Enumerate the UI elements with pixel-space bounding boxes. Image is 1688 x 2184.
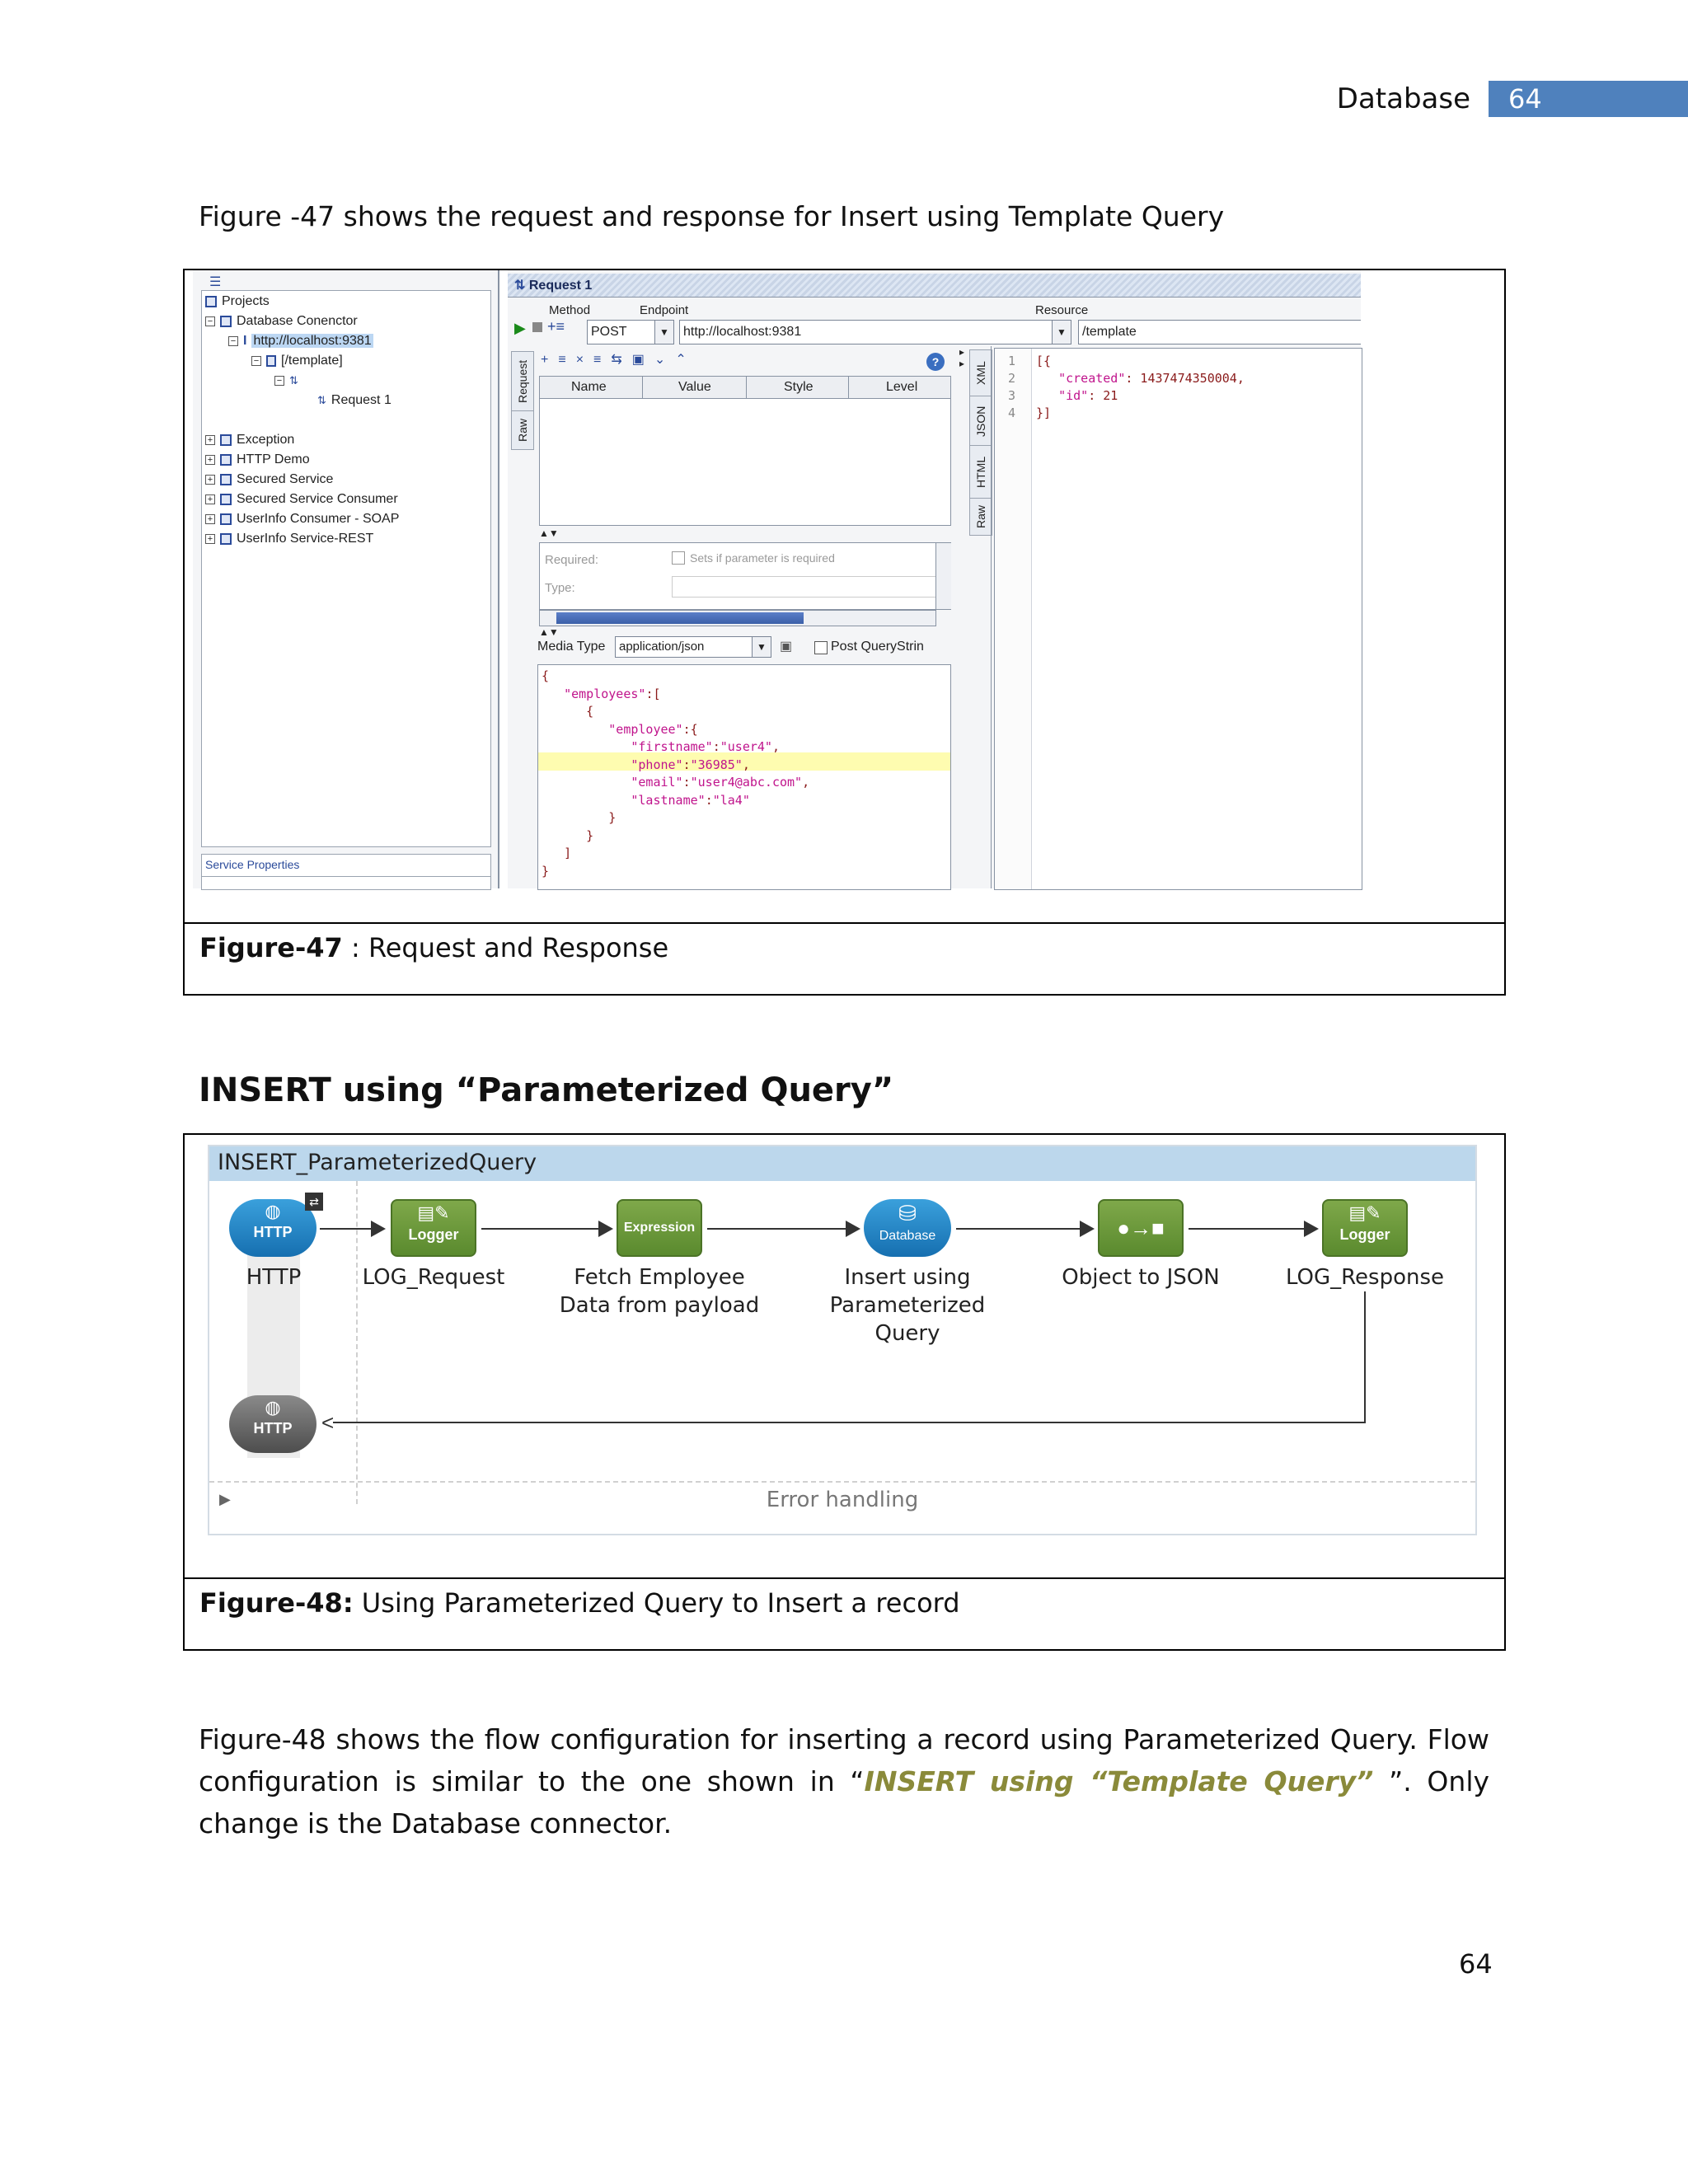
expand-icon[interactable]: + [205, 534, 215, 544]
request-code-line: } [542, 810, 617, 825]
up-icon[interactable]: ⌃ [675, 353, 696, 367]
flow-header [209, 1146, 1475, 1181]
required-hint: Sets if parameter is required [690, 551, 835, 565]
interface-icon: I [243, 334, 247, 348]
tree-endpoint[interactable] [228, 334, 373, 349]
request-title-bar [508, 274, 1361, 298]
vertical-scrollbar[interactable] [935, 543, 951, 609]
request-tab-title: Request 1 [528, 279, 593, 293]
arrowhead-icon [1304, 1221, 1319, 1237]
resource-field[interactable] [1078, 320, 1361, 344]
response-editor[interactable] [994, 348, 1362, 890]
return-line-horizontal [333, 1422, 1366, 1423]
response-code-line: "created": 1437474350004, [1058, 371, 1245, 386]
tree-projects[interactable] [205, 294, 270, 309]
figure-47-caption-row [185, 922, 1504, 996]
request-body-editor[interactable] [537, 664, 951, 890]
endpoint-select[interactable] [679, 320, 1071, 344]
remove-icon[interactable]: ×≡ [575, 353, 612, 367]
endpoint-label: Endpoint [640, 303, 689, 317]
project-icon [220, 434, 232, 446]
arrowhead-icon [371, 1221, 386, 1237]
request-code-line: "employee":{ [608, 721, 698, 737]
collapse-icon[interactable]: − [274, 376, 284, 386]
node-icon-label: Expression [623, 1221, 696, 1235]
line-number: 4 [1008, 405, 1016, 420]
required-checkbox[interactable] [672, 551, 685, 565]
footer-page-number: 64 [1459, 1948, 1493, 1980]
soapui-window [193, 270, 1554, 888]
method-value: POST [591, 325, 627, 339]
header-page-badge: 64 [1489, 81, 1688, 117]
return-line-vertical [1364, 1291, 1366, 1423]
figure-48-box [183, 1133, 1506, 1651]
collapse-icon[interactable]: − [228, 336, 238, 346]
node-label-object-to-json: Object to JSON [1062, 1265, 1220, 1290]
horizontal-scrollbar[interactable] [539, 610, 936, 626]
body-text-part1: Figure-48 shows the flow configuration for inserting a record using Parameterized Query. Flow configuration is similar to the one shown in “ [199, 1723, 1489, 1797]
node-icon-label: HTTP [253, 1224, 293, 1240]
navigator-panel [193, 270, 499, 888]
add-param-icon[interactable]: +≡ [547, 318, 565, 335]
tree-endpoint-label: http://localhost:9381 [253, 334, 372, 348]
tab-request[interactable]: Request [511, 351, 534, 412]
database-node[interactable] [864, 1199, 951, 1257]
logger-request-node[interactable] [391, 1199, 476, 1257]
response-code-line: }] [1036, 405, 1052, 420]
tree-request1[interactable] [317, 393, 392, 408]
node-label-fetch-employee: Fetch Employee Data from payload [559, 1265, 760, 1318]
expand-icon[interactable]: + [205, 494, 215, 504]
figure-47-caption [199, 932, 668, 963]
figure-47-caption-label: Figure-47 [199, 932, 343, 963]
project-icon [220, 454, 232, 466]
node-icon-label: Logger [408, 1226, 459, 1243]
exchange-pattern-icon: ⇄ [305, 1193, 323, 1211]
media-type-select[interactable] [615, 636, 771, 658]
request-code-line: "employees":[ [564, 686, 661, 701]
resource-label: Resource [1035, 303, 1089, 317]
param-toolbar [541, 351, 696, 368]
arrowhead-icon [598, 1221, 613, 1237]
collapse-icon[interactable]: − [205, 316, 215, 326]
help-icon[interactable]: ? [926, 353, 945, 371]
tab-xml[interactable]: XML [969, 349, 992, 397]
figure-48-caption-row [185, 1577, 1504, 1651]
tree-item[interactable] [205, 532, 373, 546]
tree-item[interactable] [205, 512, 399, 527]
tree-method[interactable] [274, 373, 298, 388]
figure-48-caption [199, 1587, 960, 1619]
node-icon-label: HTTP [253, 1420, 293, 1436]
project-icon [220, 513, 232, 525]
globe-icon: ◍ [265, 1201, 281, 1221]
tree-database-connector-label: Database Conenctor [237, 314, 358, 328]
node-label-insert: Insert using Parameterized Query [829, 1265, 986, 1346]
request-icon: ⇅ [317, 394, 326, 406]
tab-raw[interactable]: Raw [511, 410, 534, 450]
collapse-icon[interactable]: − [251, 356, 261, 366]
tree-item-label: Exception [237, 433, 295, 447]
request-code-line: ] [542, 846, 572, 860]
type-field[interactable] [672, 576, 937, 598]
params-header [540, 377, 950, 399]
projects-icon [205, 296, 217, 307]
request-code-line: { [542, 668, 550, 683]
flow-arrow [707, 1228, 849, 1230]
section-heading: INSERT using “Parameterized Query” [199, 1071, 894, 1109]
params-table [539, 376, 951, 526]
request-code-line: "firstname":"user4", [631, 739, 780, 754]
tree-request1-label: Request 1 [331, 393, 392, 407]
figure-47-box [183, 269, 1506, 996]
tree-item-label: Secured Service Consumer [237, 492, 398, 506]
arrowhead-icon [1080, 1221, 1095, 1237]
tree-item-label: UserInfo Consumer - SOAP [237, 512, 400, 526]
tab-html[interactable]: HTML [969, 445, 992, 499]
figure-47-caption-text: : Request and Response [342, 932, 669, 963]
request-code-line: "email":"user4@abc.com", [631, 775, 810, 790]
line-number-gutter [995, 349, 1032, 889]
flow-arrow [320, 1228, 374, 1230]
globe-icon: ◍ [265, 1397, 281, 1418]
node-icon-label: Database [879, 1229, 936, 1243]
logger-response-node[interactable] [1322, 1199, 1408, 1257]
clear-icon[interactable]: ▣ [631, 353, 654, 367]
stop-icon[interactable] [532, 322, 542, 332]
node-label-log-request: LOG_Request [362, 1265, 505, 1290]
request-code-line: } [542, 827, 594, 843]
http-inbound-node[interactable] [229, 1199, 316, 1257]
flow-name: INSERT_ParameterizedQuery [218, 1150, 537, 1175]
return-arrowhead-icon: < [321, 1410, 335, 1435]
dropdown-arrow-icon: ▼ [752, 637, 771, 657]
run-icon[interactable]: ▶ [514, 320, 526, 336]
column-value[interactable]: Value [678, 380, 711, 394]
expand-icon[interactable]: + [205, 435, 215, 445]
http-response-node[interactable] [229, 1395, 316, 1453]
splitter-icon[interactable]: ▲▼ [539, 626, 559, 638]
down-icon[interactable]: ⌄ [654, 353, 676, 367]
body-text-part2: ”. Only change is the Database connector. [199, 1765, 1490, 1840]
line-number: 2 [1008, 371, 1016, 386]
request-body-code [542, 665, 945, 888]
tree-item[interactable] [205, 452, 310, 467]
flow-arrow [1189, 1228, 1307, 1230]
media-type-label: Media Type [537, 640, 606, 654]
tree-template-label: [/template] [281, 354, 343, 368]
tree-item[interactable] [205, 472, 333, 487]
expand-icon[interactable]: + [205, 455, 215, 465]
project-icon [220, 533, 232, 545]
dropdown-arrow-icon: ▼ [1052, 321, 1071, 344]
node-label-log-response: LOG_Response [1285, 1265, 1445, 1290]
expression-node[interactable] [617, 1199, 702, 1257]
response-code-line: "id": 21 [1058, 388, 1118, 403]
resource-icon [266, 355, 276, 367]
project-icon [220, 316, 232, 327]
tree-projects-label: Projects [222, 294, 270, 308]
scroll-thumb[interactable] [556, 612, 804, 624]
project-tree [201, 290, 491, 847]
method-label: Method [549, 303, 591, 317]
logger-icon: ▤✎ [1348, 1202, 1381, 1223]
column-level[interactable]: Level [886, 380, 918, 394]
tree-item-label: UserInfo Service-REST [237, 532, 374, 546]
expand-icon[interactable]: + [205, 514, 215, 524]
request-code-line: } [542, 863, 550, 879]
expand-icon[interactable]: + [205, 475, 215, 485]
cross-reference-link[interactable]: INSERT using “Template Query” [864, 1765, 1374, 1797]
expand-triangle-icon[interactable]: ▶ [219, 1491, 231, 1507]
media-type-value: application/json [619, 640, 705, 654]
project-icon [220, 474, 232, 485]
figure-48-caption-label: Figure-48: [199, 1587, 354, 1619]
param-details [539, 542, 951, 610]
flow-canvas [208, 1145, 1477, 1535]
flow-arrow [481, 1228, 602, 1230]
endpoint-value: http://localhost:9381 [683, 325, 802, 339]
object-to-json-node[interactable] [1098, 1199, 1184, 1257]
tree-item-label: Secured Service [237, 472, 334, 486]
error-handling-label[interactable]: Error handling [766, 1488, 919, 1512]
splitter-icon[interactable]: ▲▼ [539, 527, 559, 539]
figure-48-caption-text: Using Parameterized Query to Insert a record [353, 1587, 960, 1619]
add-icon[interactable]: +≡ [541, 353, 576, 367]
post-query-checkbox[interactable] [814, 641, 828, 654]
header-section-title: Database [1336, 82, 1470, 115]
node-icon-label: Logger [1339, 1226, 1390, 1243]
request-code-line: "phone":"36985", [631, 757, 750, 772]
format-icon[interactable]: ▣ [780, 640, 793, 654]
response-code-line: [{ [1036, 354, 1052, 368]
request-code-line: { [542, 704, 594, 719]
line-number: 3 [1008, 388, 1016, 403]
tab-raw-response[interactable]: Raw [969, 498, 992, 536]
move-icon[interactable]: ⇆ [611, 353, 632, 367]
tree-database-connector[interactable] [205, 314, 358, 329]
service-properties-panel [201, 854, 491, 890]
tab-json[interactable]: JSON [969, 396, 992, 447]
node-label-http: HTTP [246, 1265, 302, 1290]
request-icon: ⇅ [514, 279, 529, 293]
flow-arrow [956, 1228, 1083, 1230]
tree-item-label: HTTP Demo [237, 452, 310, 466]
resource-value: /template [1082, 325, 1137, 339]
required-label: Required: [545, 553, 599, 567]
line-number: 1 [1008, 354, 1016, 368]
tree-item[interactable] [205, 433, 294, 448]
collapse-arrows-icon[interactable]: ▸ ▸ [959, 346, 965, 369]
database-icon: ⛁ [898, 1201, 917, 1226]
tree-item[interactable] [205, 492, 398, 507]
intro-paragraph: Figure -47 shows the request and response for Insert using Template Query [199, 200, 1225, 232]
error-divider [209, 1481, 1475, 1483]
dropdown-arrow-icon: ▼ [654, 321, 673, 344]
body-paragraph [199, 1718, 1489, 1844]
logger-icon: ▤✎ [417, 1202, 450, 1223]
post-query-label: Post QueryStrin [831, 640, 924, 654]
method-select[interactable] [587, 320, 674, 344]
project-icon [220, 494, 232, 505]
tree-template[interactable] [251, 354, 343, 368]
navigator-menu-icon[interactable]: ☰ [209, 275, 222, 289]
request-code-line: "lastname":"la4" [631, 792, 750, 808]
method-icon: ⇅ [289, 374, 298, 387]
column-name[interactable]: Name [571, 380, 607, 394]
request-editor [508, 270, 1361, 888]
type-label: Type: [545, 581, 575, 595]
column-style[interactable]: Style [784, 380, 814, 394]
arrowhead-icon [846, 1221, 860, 1237]
service-properties-title: Service Properties [205, 858, 300, 871]
transformer-icon: ●→■ [1117, 1216, 1165, 1240]
